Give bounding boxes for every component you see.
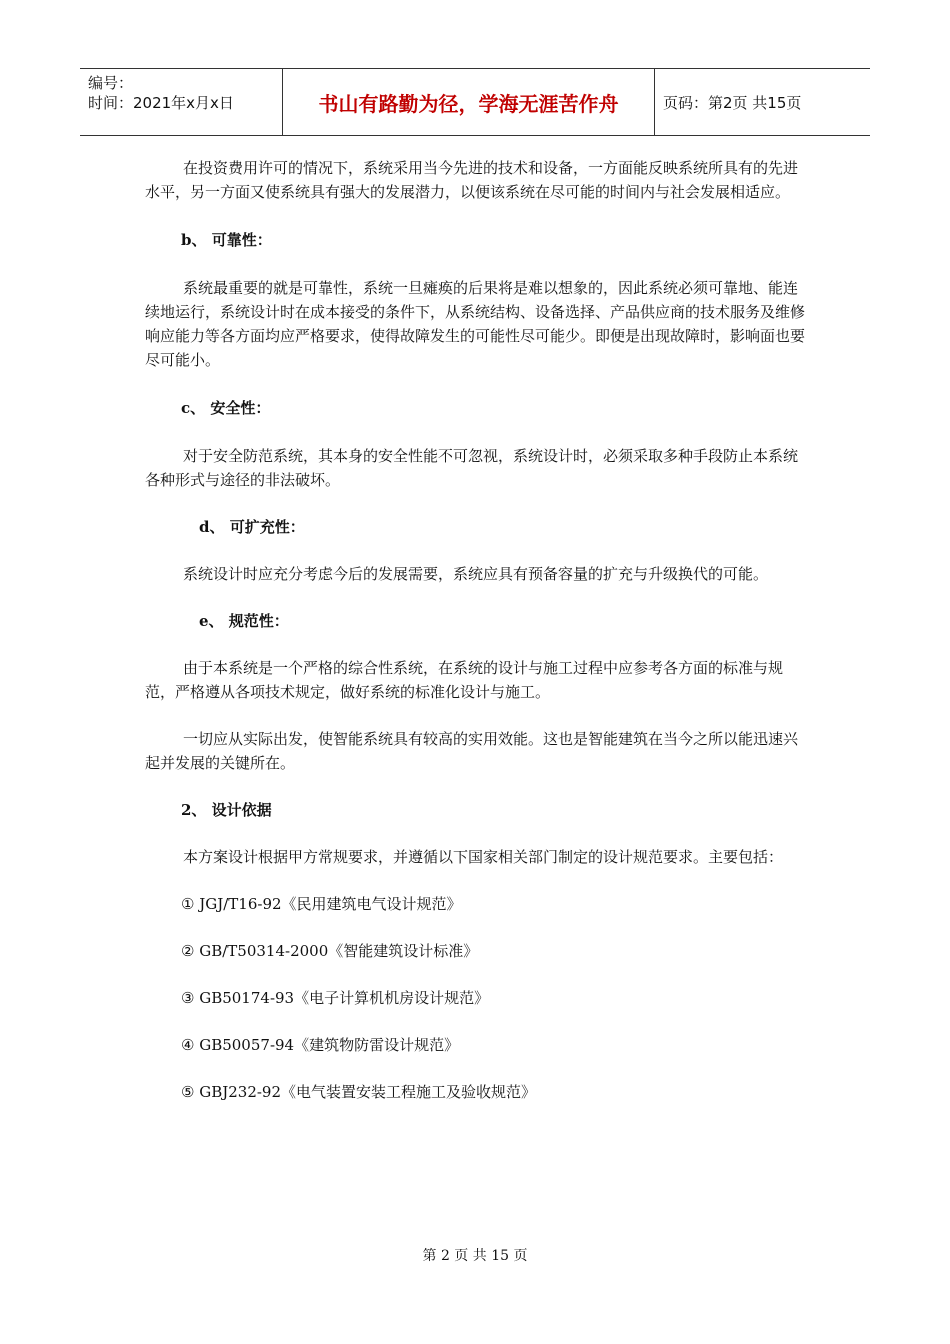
list-item: ① JGJ/T16-92《民用建筑电气设计规范》	[181, 895, 462, 913]
section-heading-2: 2、 设计依据	[181, 801, 272, 819]
paragraph: 本方案设计根据甲方常规要求，并遵循以下国家相关部门制定的设计规范要求。主要包括：	[183, 848, 784, 866]
paragraph: 在投资费用许可的情况下，系统采用当今先进的技术和设备，一方面能反映系统所具有的先进水平，另一方面又使系统具有强大的发展潜力，以便该系统在尽可能的时间内与社会发展相适应。	[145, 159, 799, 201]
paragraph: 一切应从实际出发，使智能系统具有较高的实用效能。这也是智能建筑在当今之所以能迅速兴起并发展的关键所在。	[145, 730, 799, 772]
paragraph: 系统设计时应充分考虑今后的发展需要，系统应具有预备容量的扩充与升级换代的可能。	[183, 565, 769, 583]
section-heading-e: e、 规范性：	[199, 612, 289, 630]
section-heading-b: b、 可靠性：	[181, 231, 272, 249]
paragraph: 系统最重要的就是可靠性，系统一旦瘫痪的后果将是难以想象的，因此系统必须可靠地、能连续地运行，系统设计时在成本接受的条件下，从系统结构、设备选择、产品供应商的技术服务及维修响应能力等各方面均应严格要求，使得故障发生的可能性尽可能少。即便是出现故障时，影响面也要尽可能小。	[145, 279, 806, 369]
paragraph: 由于本系统是一个严格的综合性系统，在系统的设计与施工过程中应参考各方面的标准与规范，严格遵从各项技术规定，做好系统的标准化设计与施工。	[145, 659, 784, 701]
list-item: ④ GB50057-94《建筑物防雷设计规范》	[181, 1036, 460, 1054]
page-footer: 第 2 页 共 15 页	[422, 1248, 528, 1264]
page-header	[80, 68, 870, 136]
paragraph: 对于安全防范系统，其本身的安全性能不可忽视，系统设计时，必须采取多种手段防止本系统各种形式与途径的非法破坏。	[145, 447, 799, 489]
document-body	[145, 156, 807, 1104]
date-label: 时间：2021年x月x日	[88, 94, 234, 112]
header-page-label: 页码：第2页 共15页	[663, 93, 802, 112]
list-item: ⑤ GBJ232-92《电气装置安装工程施工及验收规范》	[181, 1083, 537, 1101]
list-item: ③ GB50174-93《电子计算机机房设计规范》	[181, 989, 490, 1007]
header-meta	[80, 69, 282, 135]
section-heading-d: d、 可扩充性：	[199, 518, 305, 536]
list-item: ② GB/T50314-2000《智能建筑设计标准》	[181, 942, 479, 960]
section-heading-c: c、 安全性：	[181, 399, 271, 417]
number-label: 编号：	[88, 74, 134, 92]
header-motto: 书山有路勤为径，学海无涯苦作舟	[282, 69, 655, 135]
